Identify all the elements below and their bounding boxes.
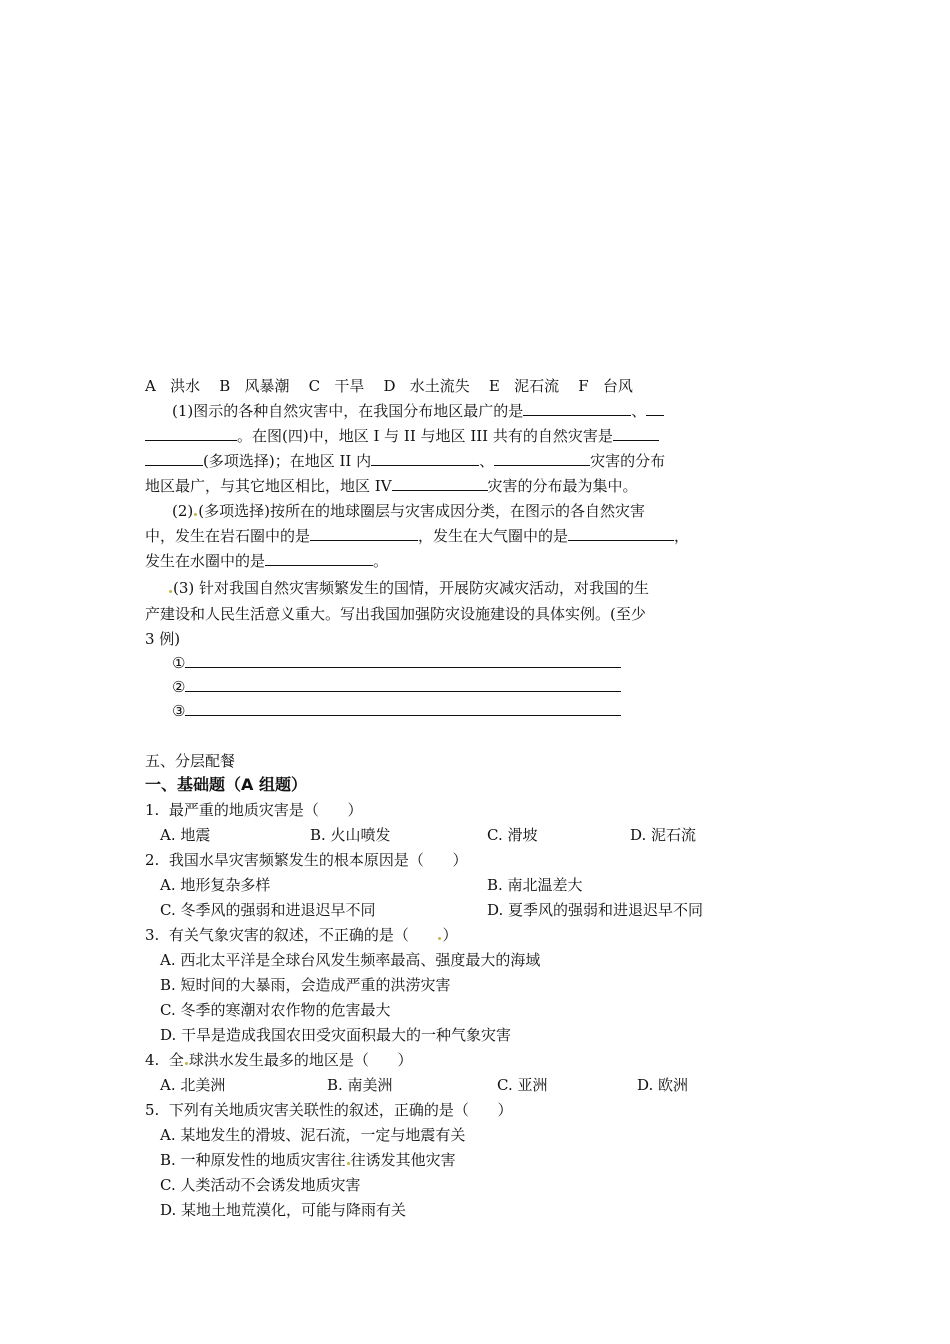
q2-line-1: (2) (多项选择)按所在的地球圈层与灾害成因分类，在图示的各自然灾害 (172, 502, 645, 520)
q3-line-2: 产建设和人民生活意义重大。写出我国加强防灾设施建设的具体实例。(至少 (145, 605, 646, 623)
mark-dot (169, 590, 172, 593)
question-1-option-c[interactable]: C. 滑坡 (487, 826, 538, 844)
q3-line-1: (3) 针对我国自然灾害频繁发生的国情，开展防灾减灾活动，对我国的生 (168, 577, 649, 599)
question-5-stem: 5. 下列有关地质灾害关联性的叙述，正确的是（ ） (145, 1101, 513, 1119)
question-4-option-c[interactable]: C. 亚洲 (497, 1076, 548, 1094)
mark-dot (185, 1062, 188, 1065)
answer-blank[interactable] (310, 526, 418, 541)
section-heading: 五、分层配餐 (145, 752, 236, 770)
question-4-option-d[interactable]: D. 欧洲 (637, 1076, 689, 1094)
q2-line-2: 中，发生在岩石圈中的是 ，发生在大气圈中的是 ， (145, 527, 690, 545)
question-4-stem: 4. 全 球洪水发生最多的地区是（ ） (145, 1051, 413, 1069)
q1-line-3: (多项选择)；在地区 II 内 、 灾害的分布 (145, 450, 665, 472)
answer-blank[interactable] (568, 526, 674, 541)
q1-line-4: 地区最广，与其它地区相比，地区 IV 灾害的分布最为集中。 (145, 477, 638, 495)
q3-answer-1: ① (172, 652, 621, 674)
question-2-stem: 2. 我国水旱灾害频繁发生的根本原因是（ ） (145, 851, 468, 869)
question-2-option-d[interactable]: D. 夏季风的强弱和进退迟早不同 (487, 901, 704, 919)
answer-blank[interactable] (145, 426, 237, 441)
q1-line-2: 。在图(四)中，地区 I 与 II 与地区 III 共有的自然灾害是 (145, 425, 659, 447)
question-3-option-b[interactable]: B. 短时间的大暴雨，会造成严重的洪涝灾害 (160, 976, 451, 994)
answer-blank[interactable] (185, 677, 621, 692)
disaster-options-line: A 洪水 B 风暴潮 C 干旱 D 水土流失 E 泥石流 F 台风 (145, 377, 633, 395)
q3-answer-3: ③ (172, 700, 621, 722)
mark-dot (194, 513, 197, 516)
question-3-option-c[interactable]: C. 冬季的寒潮对农作物的危害最大 (160, 1001, 391, 1019)
question-4-option-a[interactable]: A. 北美洲 (160, 1076, 226, 1094)
group-title: 一、基础题（A 组题） (145, 775, 307, 794)
answer-blank[interactable] (613, 426, 659, 441)
answer-blank[interactable] (265, 551, 373, 566)
question-1-option-b[interactable]: B. 火山喷发 (310, 826, 391, 844)
question-3-stem: 3. 有关气象灾害的叙述，不正确的是（ ） (145, 926, 458, 944)
answer-blank[interactable] (185, 653, 621, 668)
question-2-option-c[interactable]: C. 冬季风的强弱和进退迟早不同 (160, 901, 376, 919)
question-1-option-d[interactable]: D. 泥石流 (630, 826, 697, 844)
question-3-option-a[interactable]: A. 西北太平洋是全球台风发生频率最高、强度最大的海域 (160, 951, 541, 969)
answer-blank[interactable] (646, 401, 664, 416)
question-2-option-a[interactable]: A. 地形复杂多样 (160, 876, 271, 894)
q2-line-3: 发生在水圈中的是 。 (145, 552, 389, 570)
q3-line-3: 3 例) (145, 630, 181, 648)
question-5-option-c[interactable]: C. 人类活动不会诱发地质灾害 (160, 1176, 361, 1194)
question-4-option-b[interactable]: B. 南美洲 (327, 1076, 393, 1094)
answer-blank[interactable] (185, 701, 621, 716)
answer-blank[interactable] (494, 451, 590, 466)
question-5-option-d[interactable]: D. 某地土地荒漠化，可能与降雨有关 (160, 1201, 407, 1219)
answer-blank[interactable] (523, 401, 631, 416)
answer-blank[interactable] (392, 476, 488, 491)
q3-answer-2: ② (172, 676, 621, 698)
question-5-option-b[interactable]: B. 一种原发性的地质灾害往 往诱发其他灾害 (160, 1151, 456, 1169)
answer-blank[interactable] (145, 451, 203, 466)
question-2-option-b[interactable]: B. 南北温差大 (487, 876, 583, 894)
answer-blank[interactable] (371, 451, 479, 466)
q1-line-1: (1)图示的各种自然灾害中，在我国分布地区最广的是 、 (172, 400, 664, 422)
question-1-option-a[interactable]: A. 地震 (160, 826, 211, 844)
question-3-option-d[interactable]: D. 干旱是造成我国农田受灾面积最大的一种气象灾害 (160, 1026, 512, 1044)
mark-dot (347, 1162, 350, 1165)
question-1-stem: 1. 最严重的地质灾害是（ ） (145, 801, 363, 819)
question-5-option-a[interactable]: A. 某地发生的滑坡、泥石流，一定与地震有关 (160, 1126, 466, 1144)
